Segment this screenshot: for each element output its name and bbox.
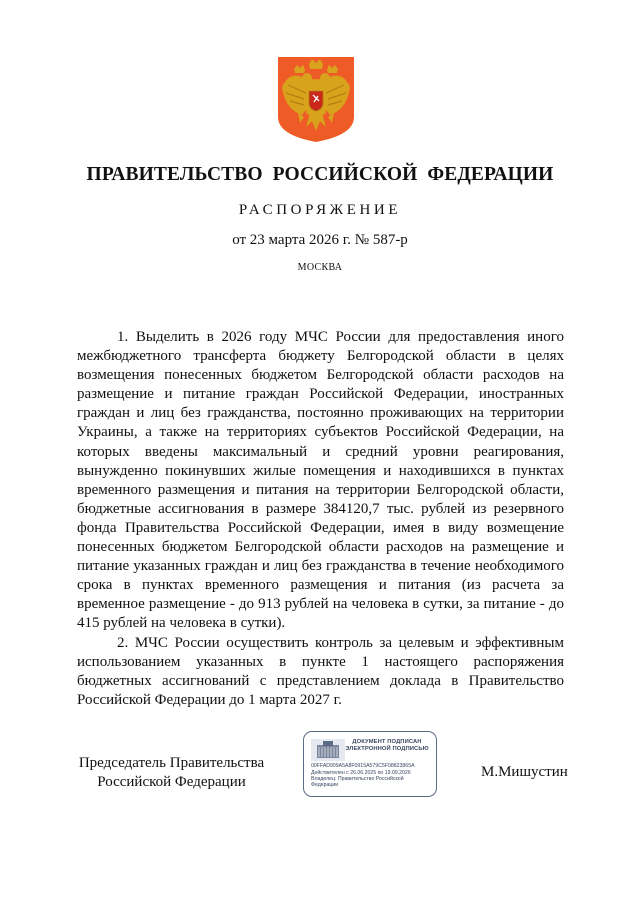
document-date-number: от 23 марта 2026 г. № 587-р — [232, 232, 408, 248]
document-body — [77, 328, 564, 710]
esig-heading-line-1: ДОКУМЕНТ ПОДПИСАН — [352, 739, 422, 745]
esig-validity: Действителен с 26.06.2025 по 19.09.2026 — [311, 770, 411, 776]
signer-title-line-2: Российской Федерации — [97, 774, 246, 790]
esig-owner: Владелец: Правительство Российской Федерации — [311, 776, 404, 788]
esig-certificate: 00FFAD909A5A8F0915A579C5F08823865A — [311, 763, 415, 769]
document-city: МОСКВА — [297, 262, 343, 273]
electronic-signature-stamp — [303, 731, 437, 797]
paragraph-2: 2. МЧС России осуществить контроль за целевым и эффективным использованием указанных в пункте 1 настоящего распоряжения бюджетных ассигнований с представлением доклада в Правительство Российской Федерации до 1 марта 2027 г. — [77, 634, 564, 708]
paragraph-1: 1. Выделить в 2026 году МЧС России для предоставления иного межбюджетного трансферта бюджету Белгородской области в целях возмещения понесенных бюджетом Белгородской области расходов на размещение и питание граждан Российской Федерации, иностранных граждан и лиц без гражданства, постоянно проживающих на территории Украины, а также на территориях субъектов Российской Федерации, на которых введены максимальный и средний уровни реагирования, вынужденно покинувших жилые помещения и находившихся в пунктах временного размещения и питания на территории Белгородской области, бюджетные ассигнования в размере 384120,7 тыс. рублей из резервного фонда Правительства Российской Федерации, имея в виду возмещение понесенных бюджетом Белгородской области расходов на размещение и питание указанных граждан и лиц без гражданства в течение необходимого срока в пунктах временного размещения и питания (из расчета за временное размещение - до 913 рублей на человека в сутки, за питание - до 415 рублей на человека в сутки). — [77, 329, 564, 632]
signer-title-line-1: Председатель Правительства — [78, 755, 265, 771]
coat-of-arms-icon — [276, 55, 356, 144]
signer-name: М.Мишустин — [481, 764, 568, 780]
government-title: ПРАВИТЕЛЬСТВО РОССИЙСКОЙ ФЕДЕРАЦИИ — [86, 164, 554, 185]
signer-title — [74, 754, 269, 792]
esig-heading-line-2: ЭЛЕКТРОННОЙ ПОДПИСЬЮ — [345, 746, 429, 752]
document-type: РАСПОРЯЖЕНИЕ — [238, 202, 402, 218]
esig-heading — [340, 739, 434, 753]
